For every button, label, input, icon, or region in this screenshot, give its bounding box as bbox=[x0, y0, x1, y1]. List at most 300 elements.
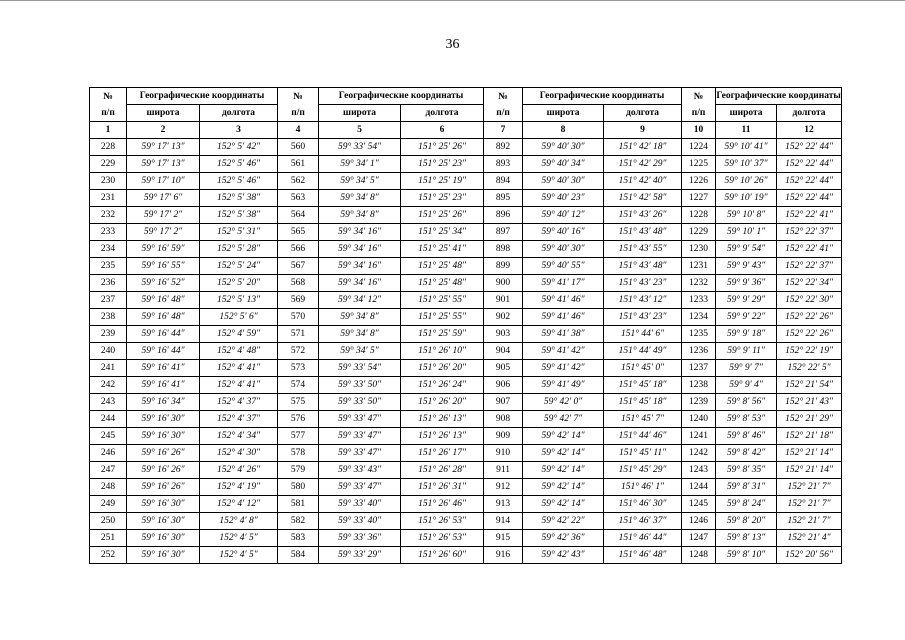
longitude-cell: 152° 5′ 38″ bbox=[200, 190, 278, 207]
latitude-cell: 59° 40′ 16″ bbox=[523, 224, 604, 241]
point-number-cell: 583 bbox=[278, 530, 319, 547]
latitude-cell: 59° 16′ 26″ bbox=[127, 462, 200, 479]
latitude-cell: 59° 33′ 50″ bbox=[319, 394, 401, 411]
latitude-cell: 59° 17′ 13″ bbox=[127, 139, 200, 156]
latitude-cell: 59° 10′ 1″ bbox=[716, 224, 777, 241]
longitude-cell: 151° 25′ 59″ bbox=[401, 326, 484, 343]
longitude-cell: 151° 42′ 29″ bbox=[604, 156, 682, 173]
latitude-cell: 59° 16′ 44″ bbox=[127, 343, 200, 360]
table-row bbox=[90, 445, 842, 462]
longitude-cell: 152° 22′ 37″ bbox=[777, 258, 842, 275]
longitude-cell: 151° 25′ 26″ bbox=[401, 207, 484, 224]
point-number-cell: 578 bbox=[278, 445, 319, 462]
point-number-cell: 573 bbox=[278, 360, 319, 377]
num-header-3: № п/п bbox=[484, 88, 523, 122]
longitude-cell: 152° 5′ 20″ bbox=[200, 275, 278, 292]
latitude-cell: 59° 9′ 7″ bbox=[716, 360, 777, 377]
point-number-cell: 913 bbox=[484, 496, 523, 513]
table-row bbox=[90, 326, 842, 343]
longitude-cell: 152° 21′ 4″ bbox=[777, 530, 842, 547]
latitude-cell: 59° 41′ 38″ bbox=[523, 326, 604, 343]
longitude-cell: 152° 4′ 5″ bbox=[200, 530, 278, 547]
point-number-cell: 1232 bbox=[682, 275, 716, 292]
latitude-cell: 59° 34′ 16″ bbox=[319, 258, 401, 275]
latitude-cell: 59° 8′ 20″ bbox=[716, 513, 777, 530]
point-number-cell: 230 bbox=[90, 173, 127, 190]
point-number-cell: 574 bbox=[278, 377, 319, 394]
point-number-cell: 892 bbox=[484, 139, 523, 156]
latitude-cell: 59° 42′ 14″ bbox=[523, 445, 604, 462]
longitude-cell: 152° 4′ 59″ bbox=[200, 326, 278, 343]
longitude-cell: 151° 45′ 29″ bbox=[604, 462, 682, 479]
latitude-cell: 59° 40′ 12″ bbox=[523, 207, 604, 224]
point-number-cell: 900 bbox=[484, 275, 523, 292]
latitude-cell: 59° 16′ 48″ bbox=[127, 309, 200, 326]
longitude-cell: 152° 21′ 7″ bbox=[777, 513, 842, 530]
point-number-cell: 896 bbox=[484, 207, 523, 224]
longitude-cell: 151° 26′ 13″ bbox=[401, 428, 484, 445]
latitude-cell: 59° 42′ 22″ bbox=[523, 513, 604, 530]
page-number: 36 bbox=[445, 37, 460, 52]
lon-header-2: долгота bbox=[401, 105, 484, 122]
col-index-2: 2 bbox=[127, 122, 200, 139]
table-row bbox=[90, 207, 842, 224]
table-row bbox=[90, 156, 842, 173]
longitude-cell: 151° 46′ 1″ bbox=[604, 479, 682, 496]
geo-coords-header-2: Географические координаты bbox=[319, 88, 484, 105]
geo-coords-header-3: Географические координаты bbox=[523, 88, 682, 105]
longitude-cell: 151° 26′ 31″ bbox=[401, 479, 484, 496]
table-row bbox=[90, 530, 842, 547]
latitude-cell: 59° 8′ 42″ bbox=[716, 445, 777, 462]
latitude-cell: 59° 9′ 11″ bbox=[716, 343, 777, 360]
longitude-cell: 152° 4′ 34″ bbox=[200, 428, 278, 445]
latitude-cell: 59° 16′ 30″ bbox=[127, 428, 200, 445]
longitude-cell: 151° 46′ 48″ bbox=[604, 547, 682, 564]
longitude-cell: 152° 5′ 38″ bbox=[200, 207, 278, 224]
latitude-cell: 59° 33′ 47″ bbox=[319, 428, 401, 445]
longitude-cell: 152° 22′ 26″ bbox=[777, 309, 842, 326]
latitude-cell: 59° 42′ 14″ bbox=[523, 496, 604, 513]
longitude-cell: 151° 43′ 12″ bbox=[604, 292, 682, 309]
point-number-cell: 1242 bbox=[682, 445, 716, 462]
longitude-cell: 152° 4′ 26″ bbox=[200, 462, 278, 479]
latitude-cell: 59° 17′ 10″ bbox=[127, 173, 200, 190]
longitude-cell: 151° 26′ 53″ bbox=[401, 513, 484, 530]
point-number-cell: 248 bbox=[90, 479, 127, 496]
longitude-cell: 152° 4′ 41″ bbox=[200, 360, 278, 377]
point-number-cell: 570 bbox=[278, 309, 319, 326]
longitude-cell: 151° 42′ 40″ bbox=[604, 173, 682, 190]
latitude-cell: 59° 17′ 6″ bbox=[127, 190, 200, 207]
longitude-cell: 151° 25′ 19″ bbox=[401, 173, 484, 190]
point-number-cell: 914 bbox=[484, 513, 523, 530]
longitude-cell: 152° 5′ 46″ bbox=[200, 173, 278, 190]
latitude-cell: 59° 16′ 34″ bbox=[127, 394, 200, 411]
table-row bbox=[90, 479, 842, 496]
lon-header-1: долгота bbox=[200, 105, 278, 122]
table-row bbox=[90, 377, 842, 394]
point-number-cell: 237 bbox=[90, 292, 127, 309]
longitude-cell: 152° 21′ 29″ bbox=[777, 411, 842, 428]
lat-header-2: широта bbox=[319, 105, 401, 122]
longitude-cell: 152° 4′ 12″ bbox=[200, 496, 278, 513]
latitude-cell: 59° 9′ 36″ bbox=[716, 275, 777, 292]
col-index-9: 9 bbox=[604, 122, 682, 139]
point-number-cell: 1233 bbox=[682, 292, 716, 309]
point-number-cell: 249 bbox=[90, 496, 127, 513]
point-number-cell: 571 bbox=[278, 326, 319, 343]
longitude-cell: 151° 45′ 0″ bbox=[604, 360, 682, 377]
point-number-cell: 1237 bbox=[682, 360, 716, 377]
latitude-cell: 59° 16′ 26″ bbox=[127, 445, 200, 462]
latitude-cell: 59° 34′ 12″ bbox=[319, 292, 401, 309]
point-number-cell: 1236 bbox=[682, 343, 716, 360]
col-index-3: 3 bbox=[200, 122, 278, 139]
top-rule bbox=[0, 0, 905, 1]
point-number-cell: 232 bbox=[90, 207, 127, 224]
longitude-cell: 152° 4′ 37″ bbox=[200, 394, 278, 411]
latitude-cell: 59° 9′ 43″ bbox=[716, 258, 777, 275]
latitude-cell: 59° 16′ 30″ bbox=[127, 496, 200, 513]
latitude-cell: 59° 34′ 8″ bbox=[319, 207, 401, 224]
point-number-cell: 1230 bbox=[682, 241, 716, 258]
point-number-cell: 245 bbox=[90, 428, 127, 445]
longitude-cell: 152° 22′ 37″ bbox=[777, 224, 842, 241]
latitude-cell: 59° 16′ 48″ bbox=[127, 292, 200, 309]
longitude-cell: 152° 21′ 54″ bbox=[777, 377, 842, 394]
latitude-cell: 59° 34′ 16″ bbox=[319, 275, 401, 292]
longitude-cell: 152° 22′ 19″ bbox=[777, 343, 842, 360]
latitude-cell: 59° 8′ 13″ bbox=[716, 530, 777, 547]
longitude-cell: 152° 5′ 42″ bbox=[200, 139, 278, 156]
latitude-cell: 59° 41′ 46″ bbox=[523, 292, 604, 309]
latitude-cell: 59° 40′ 23″ bbox=[523, 190, 604, 207]
point-number-cell: 562 bbox=[278, 173, 319, 190]
table-row bbox=[90, 462, 842, 479]
latitude-cell: 59° 41′ 42″ bbox=[523, 343, 604, 360]
latitude-cell: 59° 33′ 40″ bbox=[319, 513, 401, 530]
point-number-cell: 233 bbox=[90, 224, 127, 241]
latitude-cell: 59° 33′ 54″ bbox=[319, 139, 401, 156]
point-number-cell: 1226 bbox=[682, 173, 716, 190]
longitude-cell: 151° 26′ 17″ bbox=[401, 445, 484, 462]
latitude-cell: 59° 42′ 36″ bbox=[523, 530, 604, 547]
latitude-cell: 59° 40′ 30″ bbox=[523, 241, 604, 258]
latitude-cell: 59° 34′ 1″ bbox=[319, 156, 401, 173]
point-number-cell: 909 bbox=[484, 428, 523, 445]
longitude-cell: 151° 45′ 18″ bbox=[604, 394, 682, 411]
point-number-cell: 1227 bbox=[682, 190, 716, 207]
longitude-cell: 152° 22′ 30″ bbox=[777, 292, 842, 309]
point-number-cell: 236 bbox=[90, 275, 127, 292]
longitude-cell: 151° 42′ 18″ bbox=[604, 139, 682, 156]
point-number-cell: 1224 bbox=[682, 139, 716, 156]
latitude-cell: 59° 34′ 8″ bbox=[319, 309, 401, 326]
longitude-cell: 152° 22′ 44″ bbox=[777, 173, 842, 190]
longitude-cell: 152° 5′ 13″ bbox=[200, 292, 278, 309]
latitude-cell: 59° 33′ 43″ bbox=[319, 462, 401, 479]
table-row bbox=[90, 428, 842, 445]
point-number-cell: 901 bbox=[484, 292, 523, 309]
table-row bbox=[90, 513, 842, 530]
geo-coords-header-4: Географические координаты bbox=[716, 88, 842, 105]
point-number-cell: 893 bbox=[484, 156, 523, 173]
longitude-cell: 152° 22′ 44″ bbox=[777, 139, 842, 156]
point-number-cell: 239 bbox=[90, 326, 127, 343]
longitude-cell: 152° 5′ 6″ bbox=[200, 309, 278, 326]
longitude-cell: 151° 26′ 13″ bbox=[401, 411, 484, 428]
point-number-cell: 234 bbox=[90, 241, 127, 258]
point-number-cell: 1247 bbox=[682, 530, 716, 547]
longitude-cell: 152° 4′ 30″ bbox=[200, 445, 278, 462]
point-number-cell: 912 bbox=[484, 479, 523, 496]
point-number-cell: 907 bbox=[484, 394, 523, 411]
longitude-cell: 152° 4′ 5″ bbox=[200, 547, 278, 564]
longitude-cell: 151° 43′ 26″ bbox=[604, 207, 682, 224]
longitude-cell: 151° 26′ 24″ bbox=[401, 377, 484, 394]
point-number-cell: 252 bbox=[90, 547, 127, 564]
latitude-cell: 59° 8′ 56″ bbox=[716, 394, 777, 411]
latitude-cell: 59° 9′ 18″ bbox=[716, 326, 777, 343]
longitude-cell: 152° 4′ 37″ bbox=[200, 411, 278, 428]
longitude-cell: 152° 21′ 7″ bbox=[777, 479, 842, 496]
latitude-cell: 59° 33′ 54″ bbox=[319, 360, 401, 377]
longitude-cell: 151° 43′ 23″ bbox=[604, 309, 682, 326]
longitude-cell: 151° 26′ 28″ bbox=[401, 462, 484, 479]
col-index-7: 7 bbox=[484, 122, 523, 139]
longitude-cell: 151° 45′ 7″ bbox=[604, 411, 682, 428]
latitude-cell: 59° 10′ 26″ bbox=[716, 173, 777, 190]
latitude-cell: 59° 8′ 35″ bbox=[716, 462, 777, 479]
latitude-cell: 59° 34′ 5″ bbox=[319, 173, 401, 190]
latitude-cell: 59° 16′ 30″ bbox=[127, 411, 200, 428]
point-number-cell: 911 bbox=[484, 462, 523, 479]
lat-header-3: широта bbox=[523, 105, 604, 122]
latitude-cell: 59° 42′ 43″ bbox=[523, 547, 604, 564]
lat-header-1: широта bbox=[127, 105, 200, 122]
longitude-cell: 151° 25′ 41″ bbox=[401, 241, 484, 258]
longitude-cell: 151° 26′ 60″ bbox=[401, 547, 484, 564]
latitude-cell: 59° 34′ 5″ bbox=[319, 343, 401, 360]
table-body bbox=[90, 139, 842, 564]
longitude-cell: 151° 25′ 55″ bbox=[401, 309, 484, 326]
table-row bbox=[90, 292, 842, 309]
point-number-cell: 560 bbox=[278, 139, 319, 156]
longitude-cell: 151° 25′ 26″ bbox=[401, 139, 484, 156]
point-number-cell: 1243 bbox=[682, 462, 716, 479]
longitude-cell: 151° 44′ 6″ bbox=[604, 326, 682, 343]
latitude-cell: 59° 42′ 7″ bbox=[523, 411, 604, 428]
longitude-cell: 151° 25′ 48″ bbox=[401, 258, 484, 275]
table-row bbox=[90, 343, 842, 360]
latitude-cell: 59° 42′ 14″ bbox=[523, 479, 604, 496]
latitude-cell: 59° 9′ 22″ bbox=[716, 309, 777, 326]
longitude-cell: 151° 25′ 23″ bbox=[401, 156, 484, 173]
num-header-2: № п/п bbox=[278, 88, 319, 122]
longitude-cell: 152° 5′ 24″ bbox=[200, 258, 278, 275]
longitude-cell: 151° 43′ 48″ bbox=[604, 258, 682, 275]
point-number-cell: 561 bbox=[278, 156, 319, 173]
longitude-cell: 152° 21′ 43″ bbox=[777, 394, 842, 411]
longitude-cell: 152° 5′ 31″ bbox=[200, 224, 278, 241]
point-number-cell: 915 bbox=[484, 530, 523, 547]
table-row bbox=[90, 275, 842, 292]
latitude-cell: 59° 8′ 31″ bbox=[716, 479, 777, 496]
point-number-cell: 910 bbox=[484, 445, 523, 462]
point-number-cell: 1240 bbox=[682, 411, 716, 428]
point-number-cell: 894 bbox=[484, 173, 523, 190]
geo-coords-header-1: Географические координаты bbox=[127, 88, 278, 105]
longitude-cell: 151° 43′ 23″ bbox=[604, 275, 682, 292]
longitude-cell: 151° 25′ 48″ bbox=[401, 275, 484, 292]
longitude-cell: 151° 46′ 37″ bbox=[604, 513, 682, 530]
lat-header-4: широта bbox=[716, 105, 777, 122]
longitude-cell: 151° 25′ 23″ bbox=[401, 190, 484, 207]
latitude-cell: 59° 16′ 41″ bbox=[127, 360, 200, 377]
table-row bbox=[90, 411, 842, 428]
latitude-cell: 59° 10′ 8″ bbox=[716, 207, 777, 224]
header-row-sub bbox=[90, 105, 842, 122]
latitude-cell: 59° 33′ 36″ bbox=[319, 530, 401, 547]
latitude-cell: 59° 16′ 30″ bbox=[127, 547, 200, 564]
latitude-cell: 59° 33′ 40″ bbox=[319, 496, 401, 513]
latitude-cell: 59° 10′ 41″ bbox=[716, 139, 777, 156]
longitude-cell: 152° 5′ 28″ bbox=[200, 241, 278, 258]
point-number-cell: 241 bbox=[90, 360, 127, 377]
latitude-cell: 59° 34′ 16″ bbox=[319, 224, 401, 241]
point-number-cell: 904 bbox=[484, 343, 523, 360]
longitude-cell: 152° 22′ 34″ bbox=[777, 275, 842, 292]
col-index-11: 11 bbox=[716, 122, 777, 139]
point-number-cell: 899 bbox=[484, 258, 523, 275]
latitude-cell: 59° 33′ 29″ bbox=[319, 547, 401, 564]
col-index-6: 6 bbox=[401, 122, 484, 139]
point-number-cell: 916 bbox=[484, 547, 523, 564]
longitude-cell: 152° 22′ 26″ bbox=[777, 326, 842, 343]
latitude-cell: 59° 17′ 2″ bbox=[127, 207, 200, 224]
point-number-cell: 250 bbox=[90, 513, 127, 530]
longitude-cell: 152° 4′ 48″ bbox=[200, 343, 278, 360]
longitude-cell: 152° 20′ 56″ bbox=[777, 547, 842, 564]
latitude-cell: 59° 41′ 17″ bbox=[523, 275, 604, 292]
table-row bbox=[90, 139, 842, 156]
longitude-cell: 152° 22′ 5″ bbox=[777, 360, 842, 377]
longitude-cell: 151° 45′ 11″ bbox=[604, 445, 682, 462]
point-number-cell: 1239 bbox=[682, 394, 716, 411]
point-number-cell: 1228 bbox=[682, 207, 716, 224]
point-number-cell: 908 bbox=[484, 411, 523, 428]
latitude-cell: 59° 41′ 46″ bbox=[523, 309, 604, 326]
latitude-cell: 59° 42′ 0″ bbox=[523, 394, 604, 411]
point-number-cell: 1234 bbox=[682, 309, 716, 326]
longitude-cell: 152° 4′ 41″ bbox=[200, 377, 278, 394]
longitude-cell: 151° 44′ 49″ bbox=[604, 343, 682, 360]
longitude-cell: 152° 22′ 41″ bbox=[777, 207, 842, 224]
latitude-cell: 59° 16′ 26″ bbox=[127, 479, 200, 496]
latitude-cell: 59° 9′ 29″ bbox=[716, 292, 777, 309]
point-number-cell: 229 bbox=[90, 156, 127, 173]
longitude-cell: 151° 26′ 53″ bbox=[401, 530, 484, 547]
point-number-cell: 895 bbox=[484, 190, 523, 207]
col-index-4: 4 bbox=[278, 122, 319, 139]
point-number-cell: 235 bbox=[90, 258, 127, 275]
point-number-cell: 568 bbox=[278, 275, 319, 292]
latitude-cell: 59° 16′ 44″ bbox=[127, 326, 200, 343]
latitude-cell: 59° 34′ 8″ bbox=[319, 326, 401, 343]
point-number-cell: 240 bbox=[90, 343, 127, 360]
latitude-cell: 59° 41′ 42″ bbox=[523, 360, 604, 377]
table-row bbox=[90, 224, 842, 241]
point-number-cell: 1235 bbox=[682, 326, 716, 343]
point-number-cell: 569 bbox=[278, 292, 319, 309]
point-number-cell: 244 bbox=[90, 411, 127, 428]
longitude-cell: 151° 45′ 18″ bbox=[604, 377, 682, 394]
header-row-groups bbox=[90, 88, 842, 105]
point-number-cell: 897 bbox=[484, 224, 523, 241]
point-number-cell: 243 bbox=[90, 394, 127, 411]
latitude-cell: 59° 42′ 14″ bbox=[523, 428, 604, 445]
table-row bbox=[90, 496, 842, 513]
col-index-1: 1 bbox=[90, 122, 127, 139]
point-number-cell: 576 bbox=[278, 411, 319, 428]
point-number-cell: 582 bbox=[278, 513, 319, 530]
table-row bbox=[90, 241, 842, 258]
latitude-cell: 59° 34′ 8″ bbox=[319, 190, 401, 207]
col-index-10: 10 bbox=[682, 122, 716, 139]
point-number-cell: 246 bbox=[90, 445, 127, 462]
lon-header-4: долгота bbox=[777, 105, 842, 122]
point-number-cell: 1246 bbox=[682, 513, 716, 530]
point-number-cell: 903 bbox=[484, 326, 523, 343]
table-row bbox=[90, 258, 842, 275]
point-number-cell: 579 bbox=[278, 462, 319, 479]
point-number-cell: 565 bbox=[278, 224, 319, 241]
point-number-cell: 242 bbox=[90, 377, 127, 394]
table-row bbox=[90, 190, 842, 207]
longitude-cell: 152° 21′ 14″ bbox=[777, 462, 842, 479]
latitude-cell: 59° 10′ 37″ bbox=[716, 156, 777, 173]
point-number-cell: 228 bbox=[90, 139, 127, 156]
point-number-cell: 563 bbox=[278, 190, 319, 207]
latitude-cell: 59° 16′ 55″ bbox=[127, 258, 200, 275]
col-index-12: 12 bbox=[777, 122, 842, 139]
latitude-cell: 59° 17′ 13″ bbox=[127, 156, 200, 173]
latitude-cell: 59° 42′ 14″ bbox=[523, 462, 604, 479]
latitude-cell: 59° 40′ 30″ bbox=[523, 173, 604, 190]
latitude-cell: 59° 34′ 16″ bbox=[319, 241, 401, 258]
longitude-cell: 151° 44′ 46″ bbox=[604, 428, 682, 445]
latitude-cell: 59° 33′ 47″ bbox=[319, 479, 401, 496]
longitude-cell: 151° 26′ 20″ bbox=[401, 394, 484, 411]
longitude-cell: 152° 22′ 44″ bbox=[777, 190, 842, 207]
point-number-cell: 572 bbox=[278, 343, 319, 360]
longitude-cell: 151° 46′ 30″ bbox=[604, 496, 682, 513]
latitude-cell: 59° 16′ 59″ bbox=[127, 241, 200, 258]
longitude-cell: 151° 43′ 48″ bbox=[604, 224, 682, 241]
table-row bbox=[90, 394, 842, 411]
coordinates-table bbox=[89, 87, 842, 564]
point-number-cell: 905 bbox=[484, 360, 523, 377]
latitude-cell: 59° 8′ 10″ bbox=[716, 547, 777, 564]
point-number-cell: 1244 bbox=[682, 479, 716, 496]
num-header-4: № п/п bbox=[682, 88, 716, 122]
longitude-cell: 151° 25′ 34″ bbox=[401, 224, 484, 241]
longitude-cell: 152° 4′ 8″ bbox=[200, 513, 278, 530]
latitude-cell: 59° 10′ 19″ bbox=[716, 190, 777, 207]
longitude-cell: 151° 43′ 55″ bbox=[604, 241, 682, 258]
latitude-cell: 59° 17′ 2″ bbox=[127, 224, 200, 241]
